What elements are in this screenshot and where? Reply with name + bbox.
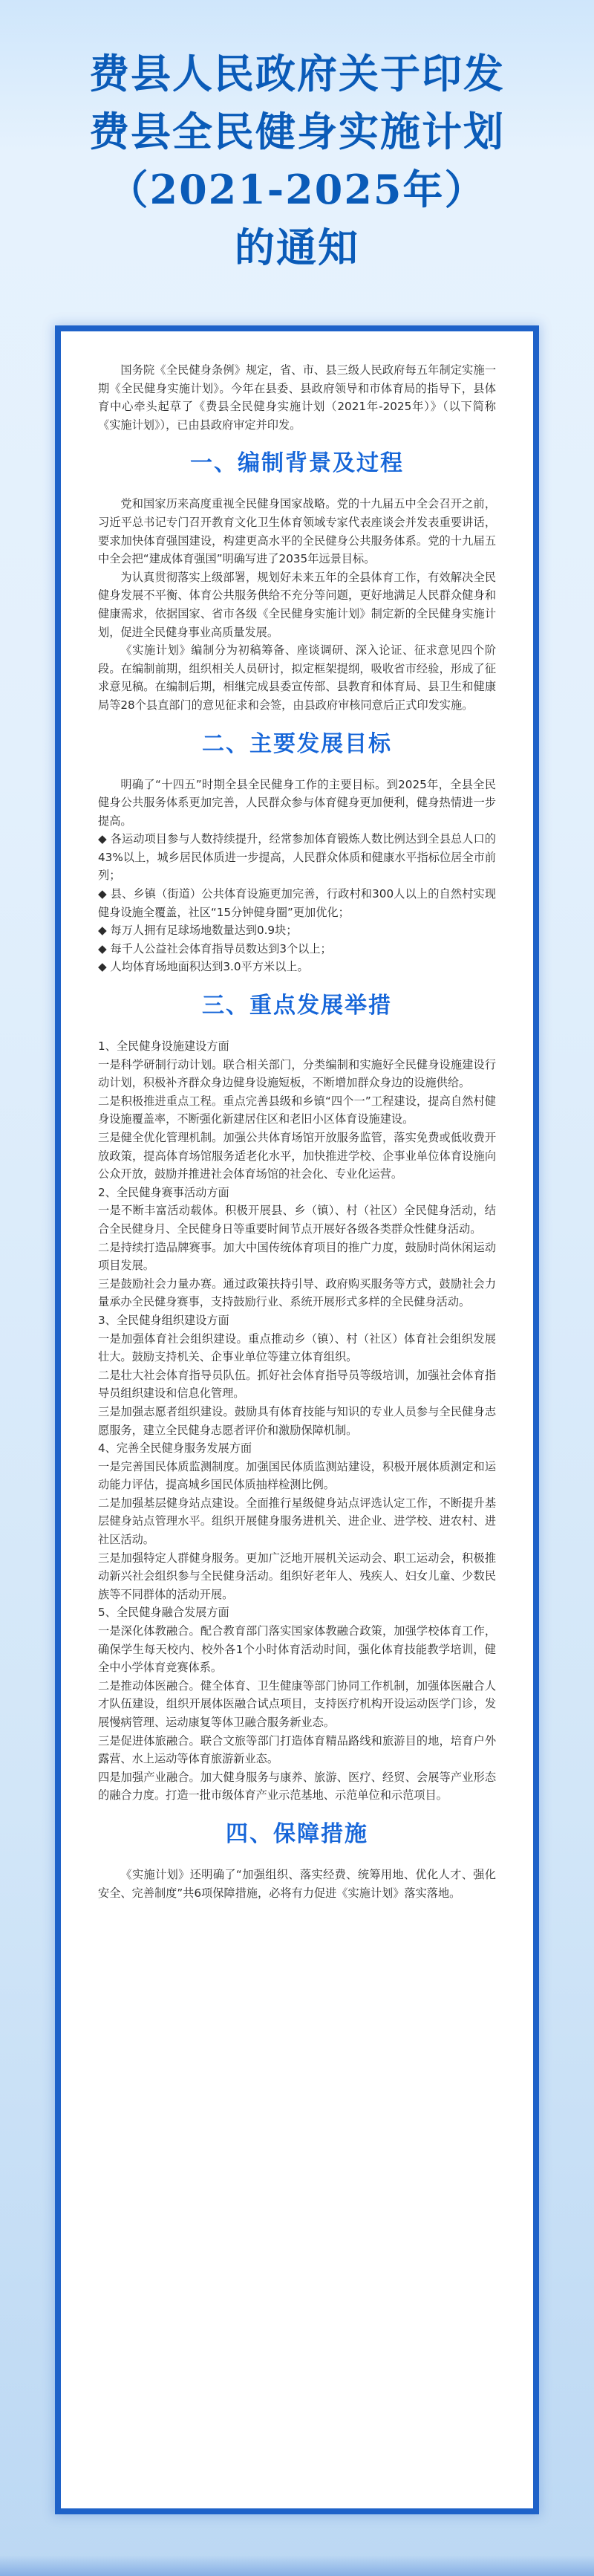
section-heading-background: 一、编制背景及过程 xyxy=(190,450,404,477)
safeguards-paragraph: 《实施计划》还明确了“加强组织、落实经费、统筹用地、优化人才、强化安全、完善制度”共6项保障措施，必将有力促进《实施计划》落实落地。 xyxy=(98,1867,496,1900)
document-body xyxy=(98,361,496,1902)
title-line-2: 费县全民健身实施计划 xyxy=(89,108,505,155)
section-heading-measures: 三、重点发展举措 xyxy=(202,993,392,1019)
measure-item: 二是持续打造品牌赛事。加大中国传统体育项目的推广力度，鼓励时尚休闲运动项目发展。 xyxy=(98,1240,496,1273)
document-panel xyxy=(61,331,533,2508)
section-heading-safeguards: 四、保障措施 xyxy=(226,1820,368,1847)
goal-item: ◆ 每千人公益社会体育指导员数达到3个以上； xyxy=(98,941,332,956)
measure-subheading: 5、全民健身融合发展方面 xyxy=(98,1606,229,1620)
background-paragraph: 为认真贯彻落实上级部署，规划好未来五年的全县体育工作，有效解决全民健身发展不平衡、体育公共服务供给不充分等问题，更好地满足人民群众健身和健康需求，依据国家、省市各级《全民健身实施计划》制定新的全民健身实施计划，促进全民健身事业高质量发展。 xyxy=(98,570,496,639)
goal-item: ◆ 每万人拥有足球场地数量达到0.9块； xyxy=(98,924,298,938)
title-block xyxy=(0,45,594,276)
measure-item: 一是科学研制行动计划。联合相关部门，分类编制和实施好全民健身设施建设行动计划，积极补齐群众身边健身设施短板，不断增加群众身边的设施供给。 xyxy=(98,1057,496,1090)
measure-item: 一是加强体育社会组织建设。重点推动乡（镇）、村（社区）体育社会组织发展壮大。鼓励支持机关、企事业单位等建立体育组织。 xyxy=(98,1331,496,1364)
section-heading-goals: 二、主要发展目标 xyxy=(202,730,392,757)
measure-item: 三是鼓励社会力量办赛。通过政策扶持引导、政府购买服务等方式，鼓励社会力量承办全民健身赛事，支持鼓励行业、系统开展形式多样的全民健身活动。 xyxy=(98,1276,496,1309)
measure-subheading: 2、全民健身赛事活动方面 xyxy=(98,1185,229,1199)
measure-item: 三是加强特定人群健身服务。更加广泛地开展机关运动会、职工运动会，积极推动新兴社会组织参与全民健身活动。组织好老年人、残疾人、妇女儿童、少数民族等不同群体的活动开展。 xyxy=(98,1551,496,1601)
bottom-decoration xyxy=(0,2555,594,2576)
intro-paragraph: 国务院《全民健身条例》规定，省、市、县三级人民政府每五年制定实施一期《全民健身实施计划》。今年在县委、县政府领导和市体育局的指导下，县体育中心牵头起草了《费县全民健身实施计划（2021年-2025年）》（以下简称《实施计划》），已由县政府审定并印发。 xyxy=(98,363,496,432)
measure-item: 一是深化体教融合。配合教育部门落实国家体教融合政策，加强学校体育工作，确保学生每天校内、校外各1个小时体育活动时间，强化体育技能教学培训，健全中小学体育竞赛体系。 xyxy=(98,1624,496,1675)
measure-item: 三是健全优化管理机制。加强公共体育场馆开放服务监管，落实免费或低收费开放政策，提高体育场馆服务适老化水平，加快推进学校、企事业单位体育设施向公众开放，鼓励并推进社会体育场馆的社会化、专业化运营。 xyxy=(98,1131,496,1181)
measure-item: 二是推动体医融合。健全体育、卫生健康等部门协同工作机制，加强体医融合人才队伍建设，组织开展体医融合试点项目，支持医疗机构开设运动医学门诊，发展慢病管理、运动康复等体卫融合服务新业态。 xyxy=(98,1678,496,1729)
title-line-1: 费县人民政府关于印发 xyxy=(89,50,505,97)
goal-item: ◆ 人均体育场地面积达到3.0平方米以上。 xyxy=(98,960,309,974)
measure-subheading: 3、全民健身组织建设方面 xyxy=(98,1313,229,1327)
goal-item: ◆ 县、乡镇（街道）公共体育设施更加完善，行政村和300人以上的自然村实现健身设施全覆盖，社区“15分钟健身圈”更加优化； xyxy=(98,887,496,919)
title-line-3: （2021-2025年） xyxy=(108,166,486,213)
measure-item: 二是壮大社会体育指导员队伍。抓好社会体育指导员等级培训，加强社会体育指导员组织建设和信息化管理。 xyxy=(98,1368,496,1401)
measure-item: 二是积极推进重点工程。重点完善县级和乡镇“四个一”工程建设，提高自然村健身设施覆盖率，不断强化新建居住区和老旧小区体育设施建设。 xyxy=(98,1094,496,1126)
measure-item: 一是不断丰富活动载体。积极开展县、乡（镇）、村（社区）全民健身活动，结合全民健身月、全民健身日等重要时间节点开展好各级各类群众性健身活动。 xyxy=(98,1204,496,1236)
measure-item: 四是加强产业融合。加大健身服务与康养、旅游、医疗、经贸、会展等产业形态的融合力度。打造一批市级体育产业示范基地、示范单位和示范项目。 xyxy=(98,1770,496,1803)
goals-intro: 明确了“十四五”时期全县全民健身工作的主要目标。到2025年，全县全民健身公共服务体系更加完善，人民群众参与体育健身更加便利，健身热情进一步提高。 xyxy=(98,777,496,828)
background-paragraph: 党和国家历来高度重视全民健身国家战略。党的十九届五中全会召开之前，习近平总书记专门召开教育文化卫生体育领域专家代表座谈会并发表重要讲话，要求加快体育强国建设，构建更高水平的全民健身公共服务体系。党的十九届五中全会把“建成体育强国”明确写进了2035年远景目标。 xyxy=(98,497,496,566)
measure-item: 三是加强志愿者组织建设。鼓励具有体育技能与知识的专业人员参与全民健身志愿服务，建立全民健身志愿者评价和激励保障机制。 xyxy=(98,1404,496,1437)
background-paragraph: 《实施计划》编制分为初稿筹备、座谈调研、深入论证、征求意见四个阶段。在编制前期，组织相关人员研讨，拟定框架提纲，吸收省市经验，形成了征求意见稿。在编制后期，相继完成县委宣传部、县教育和体育局、县卫生和健康局等28个县直部门的意见征求和会签，由县政府审核同意后正式印发实施。 xyxy=(98,643,496,712)
measure-item: 一是完善国民体质监测制度。加强国民体质监测站建设，积极开展体质测定和运动能力评估，提高城乡国民体质抽样检测比例。 xyxy=(98,1459,496,1492)
title-line-4: 的通知 xyxy=(235,224,359,271)
measure-subheading: 4、完善全民健身服务发展方面 xyxy=(98,1441,252,1456)
measure-subheading: 1、全民健身设施建设方面 xyxy=(98,1039,229,1054)
measure-item: 三是促进体旅融合。联合文旅等部门打造体育精品路线和旅游目的地，培育户外露营、水上运动等体育旅游新业态。 xyxy=(98,1733,496,1766)
measure-item: 二是加强基层健身站点建设。全面推行星级健身站点评选认定工作，不断提升基层健身站点管理水平。组织开展健身服务进机关、进企业、进学校、进农村、进社区活动。 xyxy=(98,1496,496,1547)
goal-item: ◆ 各运动项目参与人数持续提升，经常参加体育锻炼人数比例达到全县总人口的43%以上，城乡居民体质进一步提高，人民群众体质和健康水平指标位居全市前列； xyxy=(98,832,496,883)
